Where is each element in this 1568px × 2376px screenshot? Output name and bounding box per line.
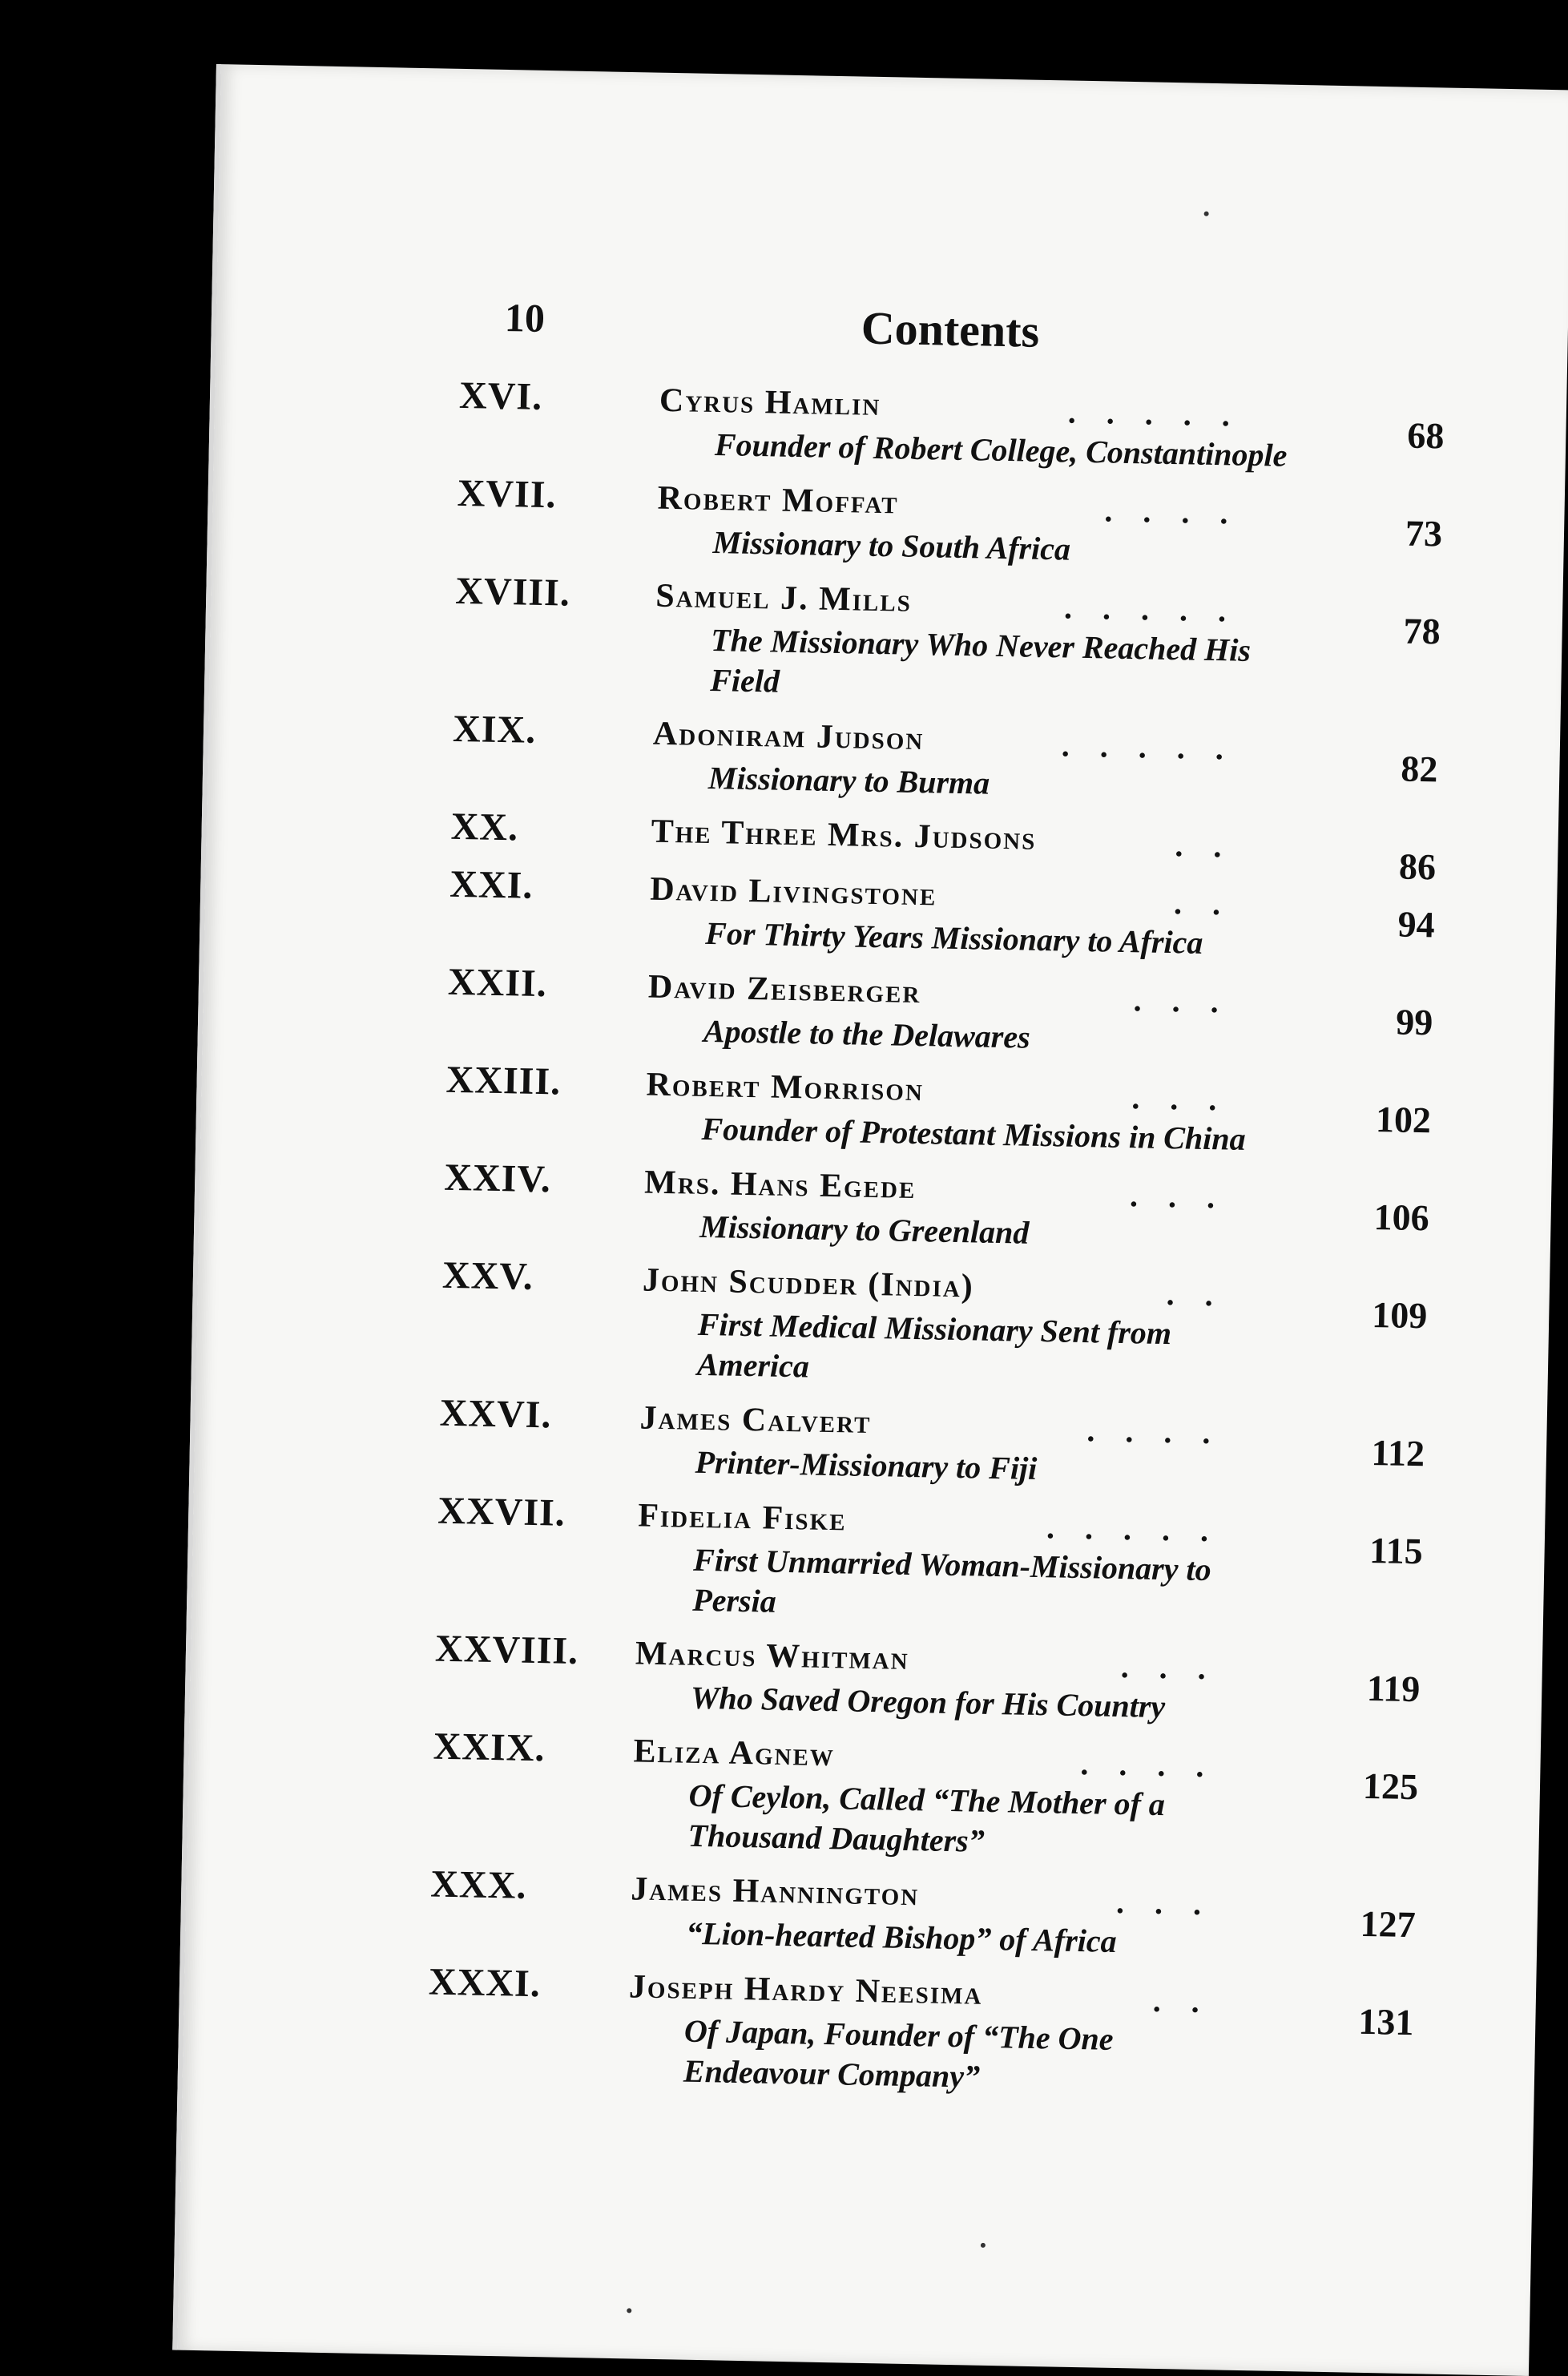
leader-dots: ..... <box>1067 393 1261 434</box>
chapter-subtitle: Founder of Protestant Missions in China <box>701 1110 1247 1157</box>
chapter-numeral: XVII. <box>457 471 557 517</box>
chapter-name: Marcus Whitman <box>635 1635 910 1677</box>
leader-dots: ..... <box>1061 727 1255 768</box>
chapter-name: John Scudder (India) <box>642 1261 975 1305</box>
page-reference: 99 <box>1395 1001 1433 1043</box>
page-reference: 78 <box>1403 610 1441 652</box>
leader-dots: .... <box>1086 1412 1241 1451</box>
chapter-name: The Three Mrs. Judsons <box>651 813 1037 857</box>
chapter-subtitle: For Thirty Years Missionary to Africa <box>704 914 1203 961</box>
toc-entry <box>453 569 1441 715</box>
leader-dots: .. <box>1166 1276 1244 1313</box>
toc-entry <box>441 1253 1429 1399</box>
leader-dots: ... <box>1120 1648 1237 1687</box>
chapter-numeral: XXIV. <box>443 1156 552 1201</box>
chapter-subtitle: First Medical Missionary Sent from America <box>696 1305 1172 1385</box>
chapter-numeral: XX. <box>450 805 519 849</box>
chapter-name: Samuel J. Mills <box>655 577 913 619</box>
chapter-subtitle: Missionary to South Africa <box>712 524 1071 567</box>
chapter-subtitle: The Missionary Who Never Reached His Field <box>709 621 1252 700</box>
chapter-numeral: XXIX. <box>433 1725 546 1770</box>
page-reference: 109 <box>1371 1293 1428 1337</box>
toc-entry <box>431 1725 1419 1870</box>
page-number: 10 <box>504 294 546 341</box>
toc-entry <box>434 1627 1421 1733</box>
chapter-numeral: XXVI. <box>439 1391 552 1437</box>
page-reference: 106 <box>1373 1196 1430 1239</box>
toc-entry <box>443 1156 1430 1261</box>
toc-entry <box>456 471 1443 577</box>
toc-entry <box>427 1960 1415 2106</box>
chapter-numeral: XXXI. <box>428 1960 542 2006</box>
page-reference: 68 <box>1406 414 1445 457</box>
leader-dots: ..... <box>1046 1509 1239 1549</box>
leader-dots: ... <box>1133 982 1250 1020</box>
leader-dots: .. <box>1173 885 1252 922</box>
leader-dots: .. <box>1152 1982 1231 2020</box>
chapter-numeral: XIX. <box>452 707 537 752</box>
book-page <box>172 64 1568 2376</box>
chapter-subtitle: “Lion-hearted Bishop” of Africa <box>685 1914 1118 1959</box>
chapter-numeral: XXVIII. <box>434 1627 579 1673</box>
leader-dots: ... <box>1131 1079 1248 1118</box>
leader-dots: .... <box>1104 492 1259 532</box>
page-reference: 131 <box>1357 2000 1414 2043</box>
toc-entry <box>429 1862 1417 1968</box>
page-header <box>504 294 1427 384</box>
toc-entry <box>452 707 1439 813</box>
leader-dots: .. <box>1175 827 1252 865</box>
chapter-name: Fidelia Fiske <box>637 1497 847 1539</box>
chapter-subtitle: Apostle to the Delawares <box>703 1012 1031 1055</box>
chapter-name: Mrs. Hans Egede <box>643 1164 917 1207</box>
toc-entry <box>436 1489 1424 1635</box>
chapter-numeral: XXII. <box>447 960 548 1006</box>
toc-entry <box>438 1391 1425 1497</box>
chapter-subtitle: Missionary to Greenland <box>699 1208 1030 1251</box>
chapter-name: Eliza Agnew <box>633 1733 836 1774</box>
chapter-numeral: XVIII. <box>454 569 571 615</box>
chapter-numeral: XXV. <box>441 1253 534 1298</box>
chapter-name: James Calvert <box>639 1399 872 1442</box>
chapter-name: Joseph Hardy Neesima <box>628 1968 983 2012</box>
toc-entry <box>449 862 1436 968</box>
paper-speck <box>627 2308 631 2313</box>
chapter-subtitle: Founder of Robert College, Constantinople <box>714 426 1288 474</box>
page-title: Contents <box>861 301 1040 357</box>
toc-entry <box>447 960 1434 1066</box>
page-reference: 119 <box>1366 1667 1421 1710</box>
page-reference: 112 <box>1371 1431 1425 1474</box>
table-of-contents <box>426 373 1445 2116</box>
chapter-name: Cyrus Hamlin <box>659 381 881 423</box>
chapter-numeral: XXIII. <box>445 1058 562 1103</box>
leader-dots: ... <box>1129 1177 1246 1216</box>
chapter-subtitle: Missionary to Burma <box>707 759 990 801</box>
page-reference: 127 <box>1360 1902 1417 1946</box>
chapter-name: Robert Morrison <box>646 1066 925 1109</box>
page-reference: 94 <box>1397 903 1436 946</box>
page-reference: 115 <box>1368 1529 1424 1572</box>
page-reference: 86 <box>1398 845 1437 888</box>
chapter-subtitle: First Unmarried Woman-Missionary to Persia <box>691 1541 1212 1620</box>
leader-dots: ... <box>1115 1883 1232 1922</box>
paper-speck <box>981 2243 986 2248</box>
leader-dots: .... <box>1080 1745 1235 1785</box>
chapter-subtitle: Of Ceylon, Called “The Mother of a Thousand Daughters” <box>687 1777 1166 1859</box>
chapter-name: David Zeisberger <box>647 968 921 1011</box>
chapter-numeral: XXVII. <box>437 1489 566 1535</box>
chapter-subtitle: Of Japan, Founder of “The One Endeavour Company” <box>683 2012 1114 2095</box>
chapter-name: Adoniram Judson <box>652 715 925 758</box>
chapter-numeral: XVI. <box>458 373 543 418</box>
chapter-subtitle: Who Saved Oregon for His Country <box>690 1679 1166 1725</box>
page-reference: 125 <box>1362 1765 1419 1808</box>
chapter-name: David Livingstone <box>649 870 937 914</box>
leader-dots: ..... <box>1063 589 1257 630</box>
chapter-name: Robert Moffat <box>657 479 900 522</box>
chapter-name: James Hannington <box>630 1870 920 1914</box>
paper-speck <box>1204 212 1209 216</box>
page-reference: 73 <box>1405 512 1443 555</box>
toc-entry <box>458 373 1445 479</box>
page-reference: 102 <box>1375 1099 1432 1141</box>
chapter-numeral: XXI. <box>449 862 534 907</box>
page-reference: 82 <box>1400 748 1438 790</box>
chapter-numeral: XXX. <box>429 1862 527 1907</box>
chapter-subtitle: Printer-Missionary to Fiji <box>695 1443 1038 1487</box>
toc-entry <box>445 1058 1432 1164</box>
